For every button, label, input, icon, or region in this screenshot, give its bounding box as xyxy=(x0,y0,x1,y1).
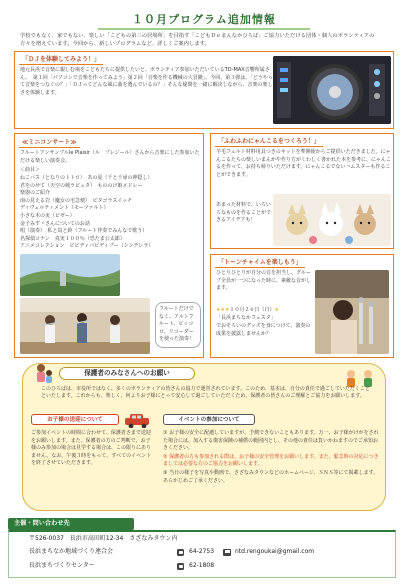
concert-caption: フルートだけでなく、アルトフルート、ピッコロ、リコーダーを使った演奏！ xyxy=(155,302,201,348)
phone-icon xyxy=(177,563,184,570)
org2-name: 長浜まちづくりセンター xyxy=(29,562,95,569)
car-icon xyxy=(123,412,151,428)
notice-title: 保護者のみなさんへのお願い xyxy=(59,367,195,380)
chime-date: １０月２６日（日） xyxy=(229,307,275,313)
contact-box xyxy=(8,530,396,578)
intro-text: 学校でもなく、家でもない、楽しい「こどもの第三の居場所」を目指す「こどもＤｅまんなかひろば」ご協力いただける団体・個人のボランティアの方々を増えています。今回から、新しいプログラムなど、詳しくご案内します。 xyxy=(20,33,375,48)
program-item: ディヴェルティメント（モーツァルト） xyxy=(20,205,109,212)
contact-address: 〒526-0037 長浜市高田町12-34 さざなみタウン内 xyxy=(29,535,178,542)
flute-players-photo xyxy=(20,298,150,354)
concert-outdoor-photo xyxy=(20,254,120,296)
title-underline xyxy=(98,28,310,30)
program-item: 名探偵コナン 真実１００％（恐たま公太郎） xyxy=(20,235,125,242)
parents-notice xyxy=(22,363,386,511)
chime-body: ひとりひとりが自分の音を担当し、グループ全員が一つになった時に、素敵な音がします。 xyxy=(216,270,312,292)
pickup-tag: お子様の送迎について xyxy=(31,414,119,425)
program-item: アニメコレクション ビビディバビディブー（シンデレラ） xyxy=(20,243,154,250)
chime-date-line xyxy=(216,307,311,315)
title-banner xyxy=(98,12,310,30)
dj-title: 「ＤＪを体験してみよう！」 xyxy=(19,55,103,65)
event-rules-list xyxy=(163,430,381,486)
turntable-image xyxy=(273,56,391,124)
org1-email[interactable]: ntd.rengoukai@gmail.com xyxy=(235,548,315,555)
phone-icon xyxy=(177,549,184,556)
dj-body: 地元長浜で音楽に親しむ場をこどもたちに提供したいと、ボランティア参加いただいているTO-MAX音響所属さん。 第１回「パソコンで音楽を作ってみよう」第２回「音楽を作る機械の大冒険」、今回、第３弾は、「どうやって音楽をつなぐの？」「ＤＪってどんな風に曲を選んでいるの？」そんな疑問を一緒に解決しながら、音楽の楽しさを体験します。 xyxy=(20,67,273,96)
program-item: 小さな木の実（ビゼー） xyxy=(20,212,75,219)
children-icon xyxy=(343,368,377,388)
mother-child-icon xyxy=(33,362,55,384)
program-item: 君をのせて（天空の城ラピュタ） もののけ姫メドレー xyxy=(20,182,143,189)
org1-phone: 64-2753 xyxy=(189,548,215,555)
email-icon xyxy=(223,549,231,556)
program-item: ねこバス（となりのトトロ） あの夏（千と千尋の神隠し） xyxy=(20,175,153,181)
felt-cats-photo xyxy=(273,194,391,246)
org2-phone: 62-1808 xyxy=(189,562,215,569)
chime-section xyxy=(210,254,394,358)
dj-turntable-photo xyxy=(273,56,391,124)
craft-title: 「ふわふわにゃんこるをつくろう！」 xyxy=(215,137,323,147)
event-rule-item: ③ 当日の様子を写真や動画で、さざなみタウンなどのホームページ、ＳＮＳ等にて掲載します。あらかじめご了承ください。 xyxy=(163,469,379,484)
felt-cats-image xyxy=(273,194,391,246)
event-rule-item: ① お子様の安全に配慮していますが、予測できないこともあります。万一、お子様がけがをされた場合には、加入する傷害保険の補償の範囲内とし、その他の責任は負いかねますのでご承知おきください。 xyxy=(163,430,379,452)
concert-title: ≪ミニコンサート≫ xyxy=(19,138,80,148)
concert-program-head: ＜曲目＞ xyxy=(20,167,41,173)
page-title: １０月プログラム追加情報 xyxy=(132,13,276,26)
concert-section xyxy=(14,133,204,358)
tone-chime-photo xyxy=(315,270,389,354)
org1-name: 長浜まちなか地域づくり連合会 xyxy=(29,548,114,555)
program-item: 唱（演奏） 私と鳥と鈴（フルート伴奏でみんなで歌う） xyxy=(20,228,148,235)
program-item: 楽器のご紹介 xyxy=(20,190,51,197)
pickup-body: ご参加イベントの時間に合わせて、保護者さまで送迎をお願いします。また、保護者の方のご判断で、お子様のみ参加の場合は見学する場合は、この限りにありません。なお、午後３時をもって、すべてのイベントを終了させていただきます。 xyxy=(31,430,152,467)
star-icon: ★★★ xyxy=(216,307,230,313)
craft-caption: あまった材料で、いろいろなものを作ることができるアイデアも！ xyxy=(216,202,272,224)
outdoor-photo-image xyxy=(20,254,120,296)
dj-section xyxy=(14,51,394,129)
program-item: 南の見える岩（魔女の宅急便） ピタゴラスイッチ xyxy=(20,197,133,204)
event-rule-item: ② 保護者の方も参加される際は、お子様の安全管理をお願いします。また、緊急時の対応につきましては必要な方のご協力をお願いします。 xyxy=(163,453,379,468)
notice-body: このひろばは、市役所ではなく、多くのボランティアの皆さんの協力で運営されています。このため、基本は、自分の責任で過ごしていただくことといたします。これからも、楽しく、何よりお子様にとって安心して過ごしていただくため、保護者の皆さんのご理解とご協力をお願いします。 xyxy=(41,386,370,400)
chime-event: 「長浜まちなかフェスタ」 xyxy=(216,315,276,321)
concert-lead: フルートアンサンブルle Plaisir（ル プレジール）さんから音楽にした参加いただける楽しい演奏会。 xyxy=(20,150,200,164)
contact-title: 主催・問い合わせ先 xyxy=(8,518,134,530)
program-item: 金子みすゞさんについてのお話 xyxy=(20,220,90,227)
event-tag: イベントの参加について xyxy=(163,414,255,425)
tone-chime-image xyxy=(315,270,389,354)
craft-section xyxy=(210,133,394,249)
craft-body: 羊毛フェルト材料用具つきのキットを準開使からご提供いただきました。にゃんこるたちの楽しいまんがや作り方がくわしく書かれた本を参考に、にゃんこるを作って、お持ち帰りいただけます。にゃんこるでないハムスターも作ることができます。 xyxy=(216,149,391,178)
concert-program-list xyxy=(20,175,203,251)
flute-players-image xyxy=(20,298,150,354)
star-icon: ★ xyxy=(274,307,279,313)
chime-closing: でおそろいのグッズを身につけて、演奏の成果を披露しませんか？ xyxy=(216,323,311,337)
chime-title: 「トーンチャイムを楽しもう」 xyxy=(215,258,305,268)
